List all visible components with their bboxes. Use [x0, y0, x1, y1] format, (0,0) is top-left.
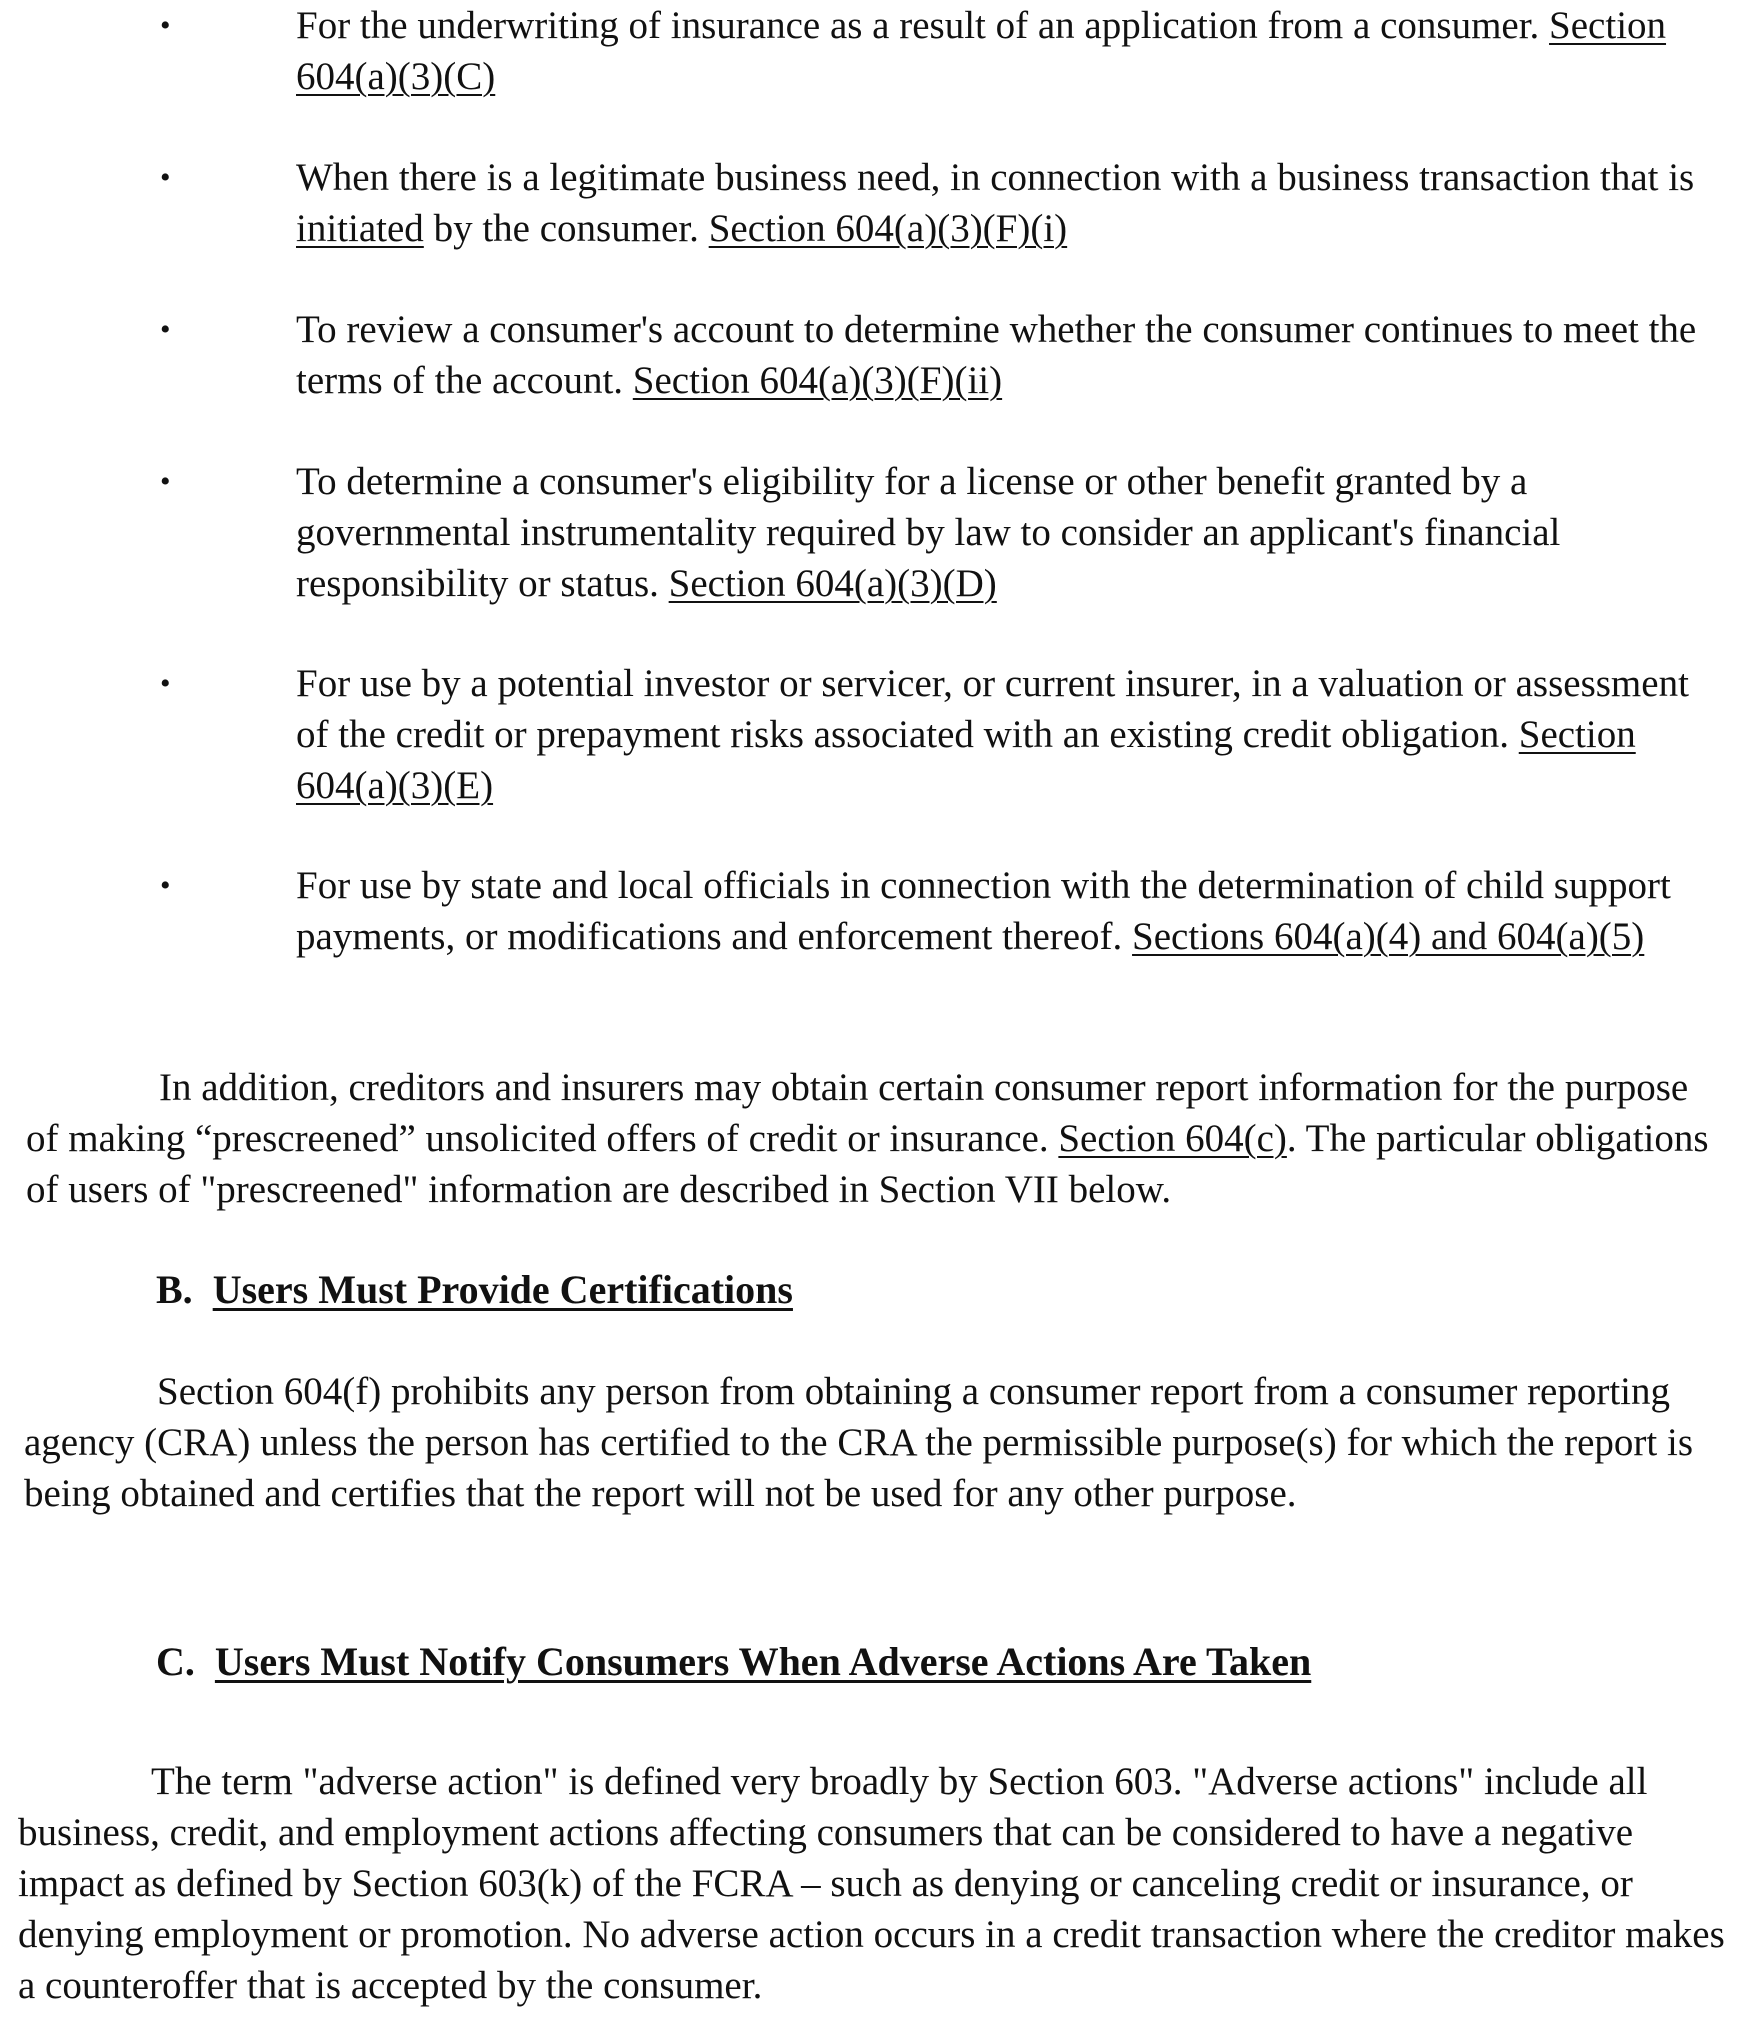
list-item-text: For use by a potential investor or servicer, or current insurer, in a valuation or assessment of the credit or prepayment risks associated with an existing credit obligation. Section 604(a)(3)(E) [296, 662, 1689, 807]
list-item-text: To determine a consumer's eligibility for a license or other benefit granted by a governmental instrumentality required by law to consider an applicant's financial responsibility or status. Section 604(a)(3)(D) [296, 460, 1561, 605]
section-reference: Section 604(a)(3)(D) [668, 562, 997, 605]
section-reference: Section 604(a)(3)(F)(i) [708, 207, 1068, 250]
bullet-icon: • [160, 465, 171, 498]
bullet-icon: • [160, 9, 171, 42]
section-heading-title: Users Must Provide Certifications [212, 1267, 793, 1312]
bullet-icon: • [160, 869, 171, 902]
section-heading-b: B. Users Must Provide Certifications [156, 1267, 793, 1312]
list-item-text: When there is a legitimate business need, in connection with a business transaction that is initiated by the consumer. Section 604(a)(3)(F)(i) [296, 156, 1695, 250]
section-reference: Section 604(a)(3)(F)(ii) [632, 359, 1003, 402]
adverse-action-paragraph: The term "adverse action" is defined very broadly by Section 603. "Adverse actions" include all business, credit, and employment actions affecting consumers that can be considered to have a negative impact as defined by Section 603(k) of the FCRA – such as denying or canceling credit or insurance, or denying employment or promotion. No adverse action occurs in a credit transaction where the creditor makes a counteroffer that is accepted by the consumer. [18, 1760, 1725, 2007]
section-heading-title: Users Must Notify Consumers When Adverse Actions Are Taken [214, 1639, 1312, 1684]
prescreen-paragraph: In addition, creditors and insurers may obtain certain consumer report information for the purpose of making “prescreened” unsolicited offers of credit or insurance. Section 604(c). The particular obligations of users of "prescreened" information are described in Section VII below. [26, 1066, 1709, 1211]
list-item-text: To review a consumer's account to determine whether the consumer continues to meet the terms of the account. Section 604(a)(3)(F)(ii) [296, 308, 1697, 402]
list-item-text: For the underwriting of insurance as a result of an application from a consumer. Section 604(a)(3)(C) [296, 4, 1667, 98]
section-reference: Section 604(a)(3)(C) [296, 4, 1667, 98]
section-reference: Sections 604(a)(4) and 604(a)(5) [1132, 915, 1645, 958]
section-reference: Section 604(a)(3)(E) [296, 713, 1636, 807]
list-item-text: For use by state and local officials in connection with the determination of child support payments, or modifications and enforcement thereof. Sections 604(a)(4) and 604(a)(5) [296, 864, 1671, 958]
bullet-icon: • [160, 161, 171, 194]
section-reference: Section 604(c) [1058, 1117, 1287, 1160]
bullet-icon: • [160, 667, 171, 700]
certifications-paragraph: Section 604(f) prohibits any person from obtaining a consumer report from a consumer reporting agency (CRA) unless the person has certified to the CRA the permissible purpose(s) for which the report is being obtained and certifies that the report will not be used for any other purpose. [24, 1370, 1694, 1515]
bullet-icon: • [160, 313, 171, 346]
section-heading-c: C. Users Must Notify Consumers When Adverse Actions Are Taken [156, 1639, 1312, 1684]
emphasis-text: initiated [296, 207, 424, 250]
